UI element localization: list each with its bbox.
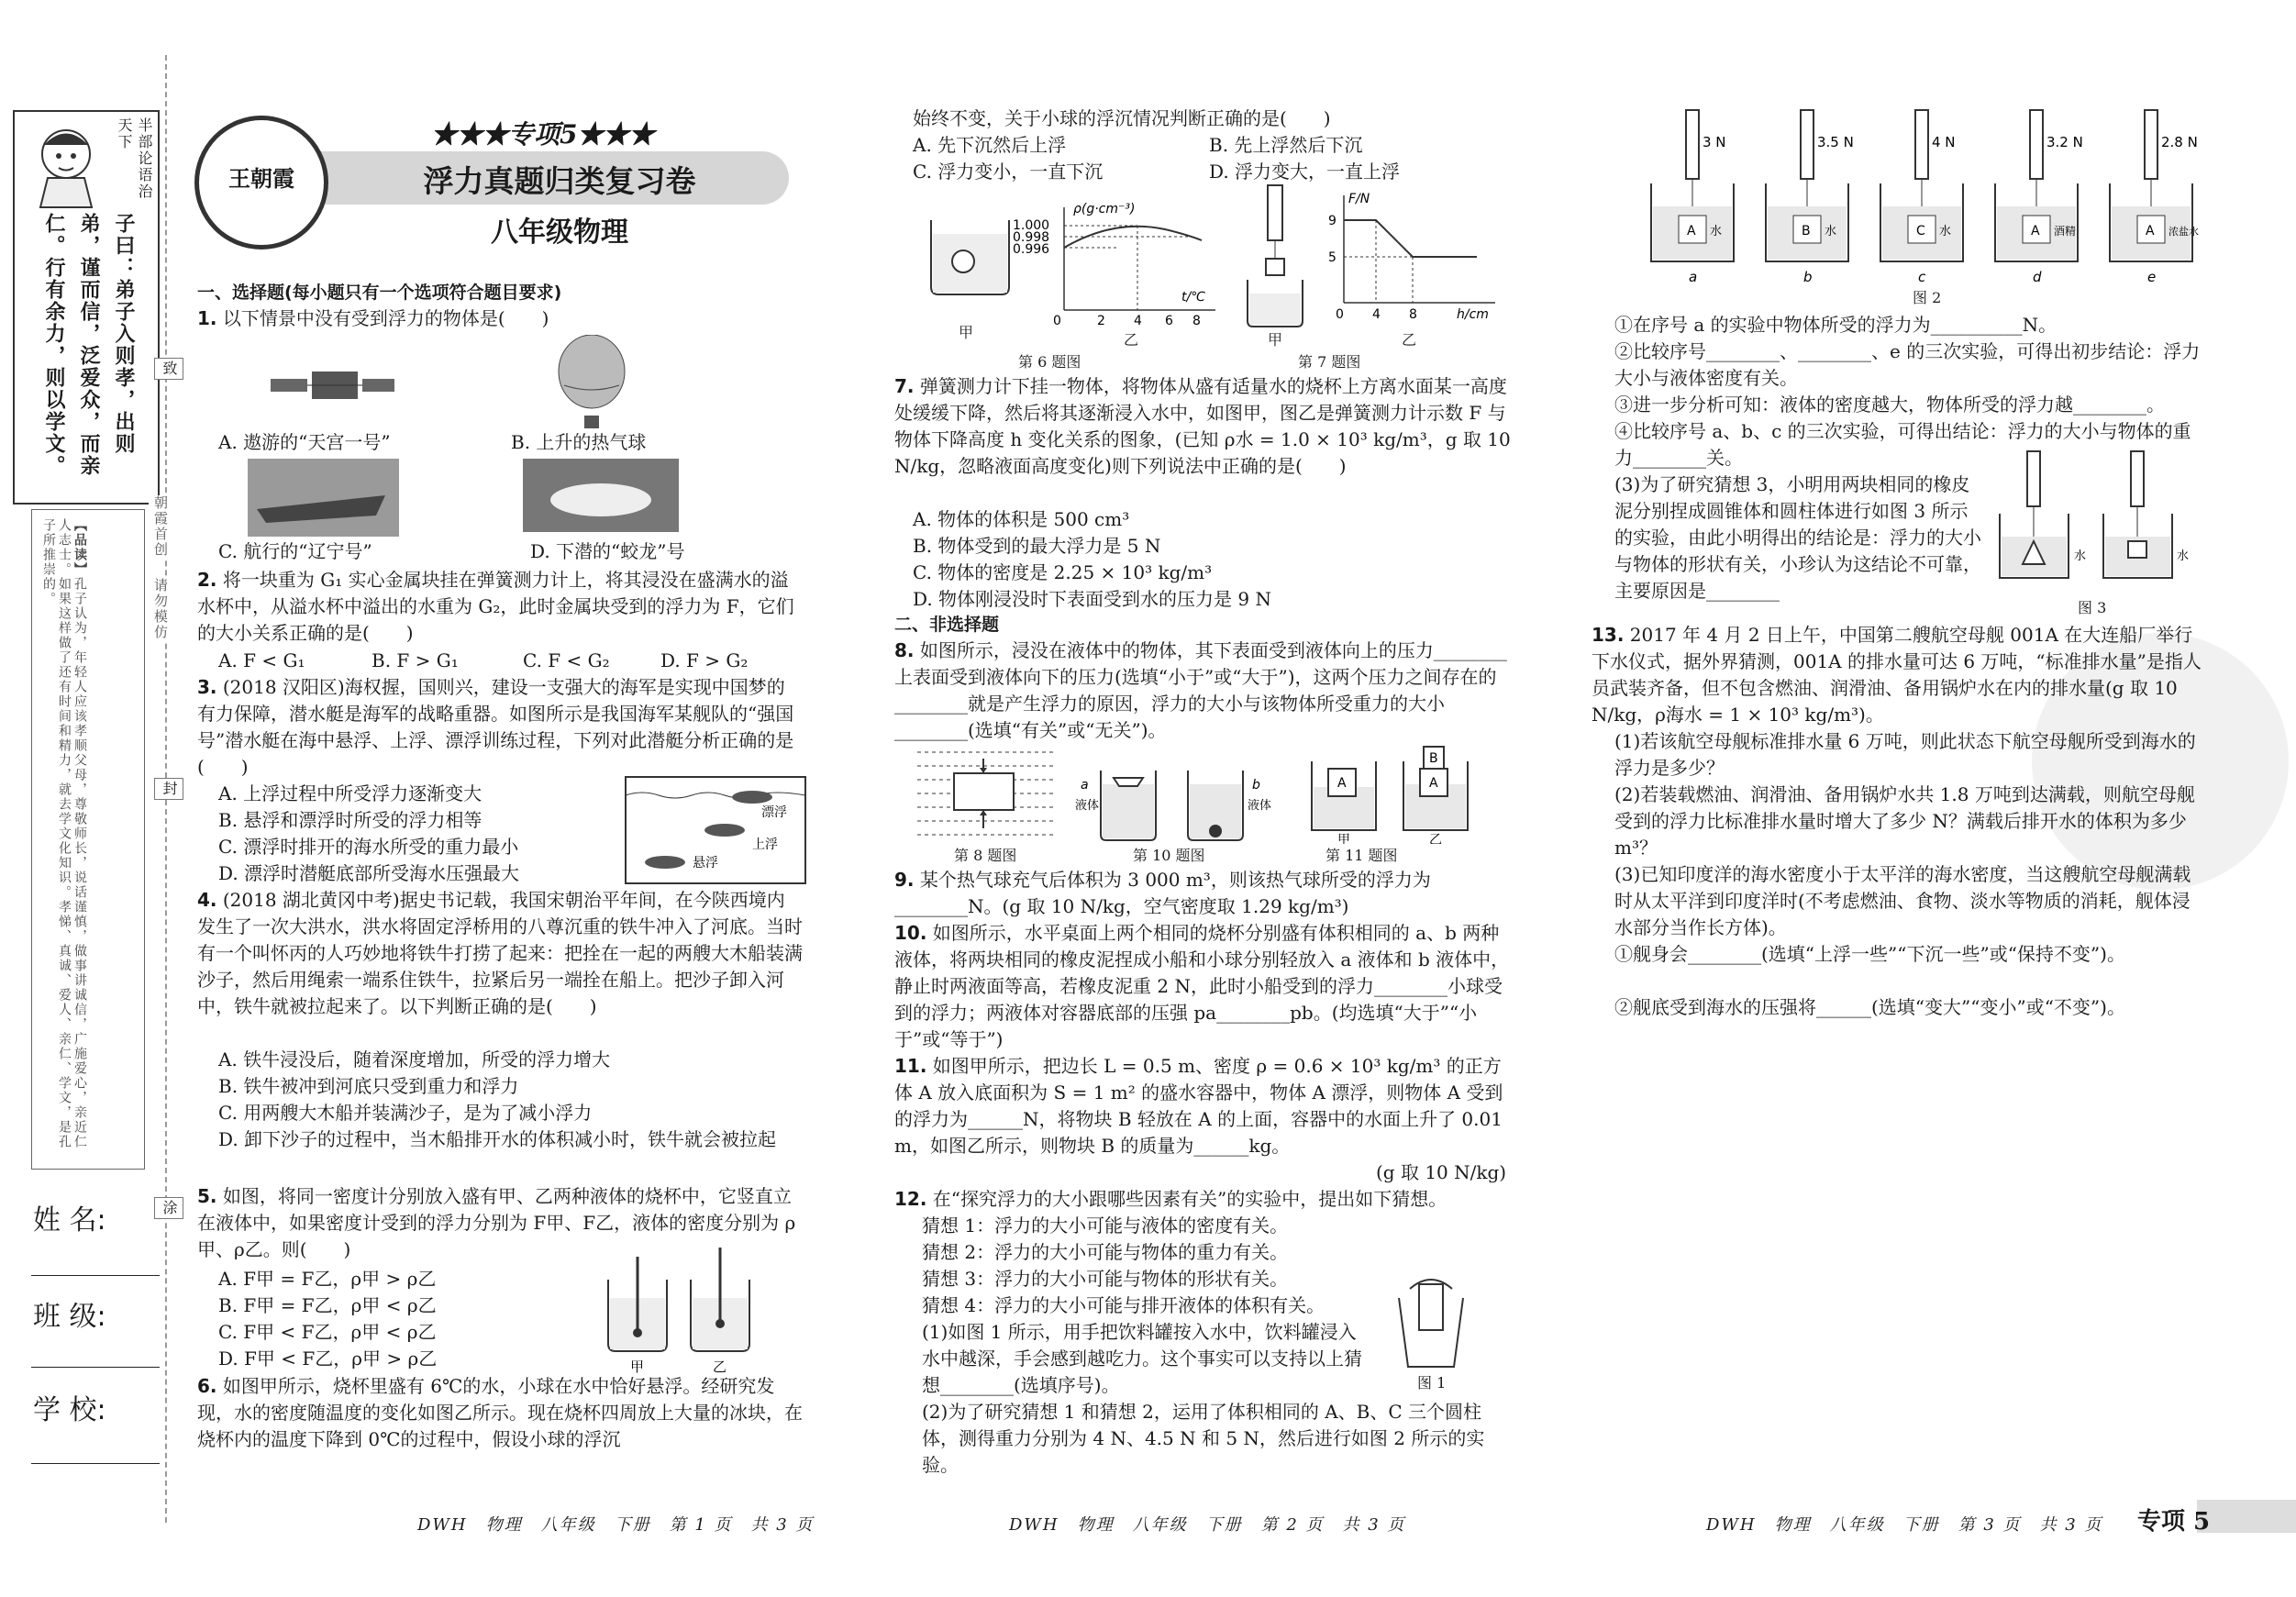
q12-text: 在“探究浮力的大小跟哪些因素有关”的实验中，提出如下猜想。 [932, 1188, 1447, 1210]
q2-option-c[interactable]: C. F < G₂ [523, 649, 610, 671]
fig2-block-a: A [1687, 224, 1696, 238]
q11-text: 如图甲所示，把边长 L = 0.5 m、密度 ρ = 0.6 × 10³ kg/m³ 的正方体 A 放入底面积为 S = 1 m² 的盛水容器中，物体 A 漂浮，则物体 A 受到的浮力为______N，将物块 B 轻放在 A 的上面，容器中的水面上升了 0.01 m，如图乙所示，则物块 B 的质量为______kg。 [894, 1055, 1509, 1157]
question-4: 4. (2018 湖北黄冈中考)据史书记载，我国宋朝治平年间，在今陕西境内发生了一次大洪水，洪水将固定浮桥用的八尊沉重的铁牛冲入了河底。当时有一个叫怀丙的人巧妙地将铁牛打捞了起来：把拴在一起的两艘大木船装满沙子，然后用绳索一端系住铁牛，拉紧后另一端拴在船上。把沙子卸入河中，铁牛就被拉起来了。以下判断正确的是( ) [197, 889, 803, 1017]
mascot-figure [20, 117, 112, 209]
fig2-block-e: A [2146, 224, 2155, 238]
fig2-caption: 图 2 [1913, 289, 1942, 306]
fig6-y-0998: 0.998 [1013, 230, 1050, 245]
q12-guess-3: 猜想 3：浮力的大小可能与物体的形状有关。 [922, 1268, 1289, 1290]
q6-option-a[interactable]: A. 先下沉然后上浮 [913, 134, 1067, 156]
fig6-x-0: 0 [1053, 314, 1061, 328]
fig6-caption: 第 6 题图 [1018, 353, 1081, 371]
class-label: 班 级: [33, 1301, 106, 1333]
question-11: 11. 如图甲所示，把边长 L = 0.5 m、密度 ρ = 0.6 × 10³ kg/m³ 的正方体 A 放入底面积为 S = 1 m² 的盛水容器中，物体 A 漂浮，则物体 A 受到的浮力为______N，将物块 B 轻放在 A 的上面，容器中的水面上升了 0.01 m，如图乙所示，则物块 B 的质量为______kg。 [894, 1055, 1509, 1157]
q6-option-d[interactable]: D. 浮力变大，一直上浮 [1209, 161, 1401, 183]
fig10-b: b [1252, 778, 1260, 793]
q12-fig1-caption: 图 1 [1417, 1374, 1447, 1392]
fig2-reading-e: 2.8 N [2161, 134, 2198, 150]
fig7-jia: 甲 [1268, 331, 1283, 349]
fig10-caption: 第 10 题图 [1133, 847, 1205, 864]
q3-float-label: 漂浮 [761, 805, 787, 820]
q5-text: 如图，将同一密度计分别放入盛有甲、乙两种液体的烧杯中，它竖直立在液体中，如果密度计受到的浮力分别为 F甲、F乙，液体的密度分别为 ρ甲、ρ乙。则( ) [197, 1185, 796, 1260]
school-label: 学 校: [33, 1394, 106, 1426]
q3-suspend-label: 悬浮 [693, 856, 718, 871]
pinyu-label: 【品读】 [72, 518, 87, 577]
fig11-a1: A [1337, 776, 1347, 791]
cut-label-feng: 封 [154, 778, 183, 800]
question-7: 7. 弹簧测力计下挂一物体，将物体从盛有适量水的烧杯上方离水面某一高度处缓缓下降，然后将其逐渐浸入水中，如图甲，图乙是弹簧测力计示数 F 与物体下降高度 h 变化关系的图象，(已知 ρ水 = 1.0 × 10³ kg/m³，g 取 10 N/kg，忽略液面高度变化)则下列说法中正确的是( ) [894, 375, 1517, 477]
fig2-setup-c [1880, 110, 1963, 261]
q3-rise-label: 上浮 [752, 837, 778, 852]
pinyu-text [40, 518, 87, 1160]
q4-option-d[interactable]: D. 卸下沙子的过程中，当木船排开水的体积减小时，铁牛就会被拉起 [218, 1128, 777, 1150]
fig2-liquid-d: 酒精 [2054, 225, 2077, 238]
fig6-ylabel: ρ(g·cm⁻³) [1073, 202, 1136, 216]
balloon-image [550, 335, 633, 431]
question-13: 13. 2017 年 4 月 2 日上午，中国第二艘航空母舰 001A 在大连船厂举行下水仪式，据外界猜测，001A 的排水量可达 6 万吨，“标准排水量”是指人员武装齐备，但不包含燃油、润滑油、备用锅炉水在内的排水量(g 取 10 N/kg，ρ海水 = 1 × 10³ kg/m³)。 [1592, 624, 2202, 726]
q6-option-b[interactable]: B. 先上浮然后下沉 [1209, 134, 1363, 156]
section-choice: 一、选择题(每小题只有一个选项符合题目要求) [197, 283, 562, 303]
fig2-liquid-e: 浓盐水 [2168, 226, 2199, 238]
q12-item-3: ③进一步分析可知：液体的密度越大，物体所受的浮力越________。 [1614, 394, 2165, 416]
q1-option-c[interactable]: C. 航行的“辽宁号” [218, 540, 372, 562]
fig6-jia: 甲 [959, 324, 974, 341]
cut-label-tu: 涂 [154, 1197, 183, 1219]
fig2-seq-e: e [2147, 269, 2157, 285]
fig7-y-5: 5 [1328, 250, 1337, 265]
fig6-beaker [926, 216, 1014, 298]
fig7-x-8: 8 [1409, 307, 1417, 322]
question-2: 2. 将一块重为 G₁ 实心金属块挂在弹簧测力计上，将其浸没在盛满水的溢水杯中，从溢水杯中溢出的水重为 G₂，此时金属块受到的浮力为 F，它们的大小关系正确的是( ) [197, 569, 794, 644]
q13-part-3: (3)已知印度洋的海水密度小于太平洋的海水密度，当这艘航空母舰满载时从太平洋到印度洋时(不考虑燃油、食物、淡水等物质的消耗，舰体浸水部分当作长方体)。 [1614, 863, 2191, 938]
q3-option-d[interactable]: D. 漂浮时潜艇底部所受海水压强最大 [218, 862, 520, 884]
fig2-setup-a [1651, 110, 1734, 261]
fig2-reading-b: 3.5 N [1817, 134, 1854, 150]
fig11-caption: 第 11 题图 [1325, 847, 1398, 864]
fig2-setup-e [2110, 110, 2192, 261]
fig8-pressure-diagram [917, 748, 1055, 839]
q13-part-3b: ②舰底受到海水的压强将______(选填“变大”“变小”或“不变”)。 [1614, 996, 2125, 1018]
pinyu-body: 孔子认为，年轻人应该孝顺父母，尊敬师长，说话谨慎，做事讲诚信，广施爱心，亲近仁人志士。如果这样做了还有时间和精力，就去学文化知识。孝悌、真诚、爱人、亲仁、学文，是孔子所推崇的。 [41, 518, 87, 1149]
fig11-a2: A [1429, 776, 1438, 791]
fig2-liquid-c: 水 [1939, 225, 1952, 238]
q5-fig-jia: 甲 [630, 1359, 645, 1375]
q2-text: 将一块重为 G₁ 实心金属块挂在弹簧测力计上，将其浸没在盛满水的溢水杯中，从溢水杯中溢出的水重为 G₂，此时金属块受到的浮力为 F，它们的大小关系正确的是( ) [197, 569, 794, 644]
q7-option-b[interactable]: B. 物体受到的最大浮力是 5 N [913, 535, 1161, 557]
fig7-ylabel: F/N [1348, 192, 1370, 206]
fig6-x-6: 6 [1165, 314, 1173, 328]
topic-label: ★★★专项5★★★ [431, 119, 655, 150]
q3-option-a[interactable]: A. 上浮过程中所受浮力逐渐变大 [218, 782, 482, 804]
motto-title: 半部论语治天下 [116, 117, 153, 200]
class-field[interactable] [31, 1367, 160, 1368]
q8-text: 如图所示，浸没在液体中的物体，其下表面受到液体向上的压力________上表面受到液体向下的压力(选填“小于”或“大于”)，这两个压力之间存在的________就是产生浮力的原因，浮力的大小与该物体所受重力的大小________(选填“有关”或“无关”)。 [894, 639, 1507, 741]
q2-option-b[interactable]: B. F > G₁ [372, 649, 459, 671]
q7-option-c[interactable]: C. 物体的密度是 2.25 × 10³ kg/m³ [913, 561, 1213, 583]
q7-option-a[interactable]: A. 物体的体积是 500 cm³ [913, 508, 1130, 530]
cut-label-zhi: 致 [154, 358, 183, 380]
fig6-y-1000: 1.000 [1013, 218, 1050, 233]
q9-text: 某个热气球充气后体积为 3 000 m³，则该热气球所受的浮力为________N。(g 取 10 N/kg，空气密度取 1.29 kg/m³) [894, 869, 1431, 917]
fig6-x-2: 2 [1097, 314, 1105, 328]
q13-text: 2017 年 4 月 2 日上午，中国第二艘航空母舰 001A 在大连船厂举行下水仪式，据外界猜测，001A 的排水量可达 6 万吨，“标准排水量”是指人员武装齐备，但不包含燃油、润滑油、备用锅炉水在内的排水量(g 取 10 N/kg，ρ海水 = 1 × 10³ kg/m³)。 [1592, 624, 2202, 726]
brand-logo: 王朝霞 [228, 165, 294, 192]
q1-text: 以下情景中没有受到浮力的物体是( ) [222, 307, 549, 329]
fig6-yi: 乙 [1124, 331, 1139, 349]
question-8: 8. 如图所示，浸没在液体中的物体，其下表面受到液体向上的压力________上表面受到液体向下的压力(选填“小于”或“大于”)，这两个压力之间存在的________就是产生浮力的原因，浮力的大小与该物体所受重力的大小________(选填“有关”或“无关”)。 [894, 639, 1507, 741]
fig2-seq-d: d [2033, 269, 2042, 285]
q6-option-c[interactable]: C. 浮力变小，一直下沉 [913, 161, 1104, 183]
fig11-b: B [1429, 751, 1438, 766]
fig10-a-liquid: 液体 [1075, 799, 1100, 813]
q12-part-2: (2)为了研究猜想 1 和猜想 2，运用了体积相同的 A、B、C 三个圆柱体，测得重力分别为 4 N、4.5 N 和 5 N，然后进行如图 2 所示的实验。 [922, 1401, 1485, 1476]
fig3-caption: 图 3 [2078, 599, 2107, 616]
q4-option-c[interactable]: C. 用两艘大木船并装满沙子，是为了减小浮力 [218, 1102, 593, 1124]
fig2-seq-b: b [1803, 269, 1813, 285]
fig11-jia: 甲 [1337, 833, 1350, 844]
fig10-b-liquid: 液体 [1248, 799, 1272, 813]
jiaolong-image [523, 459, 679, 532]
page-footer-1: DWH 物理 八年级 下册 第 1 页 共 3 页 [417, 1515, 815, 1535]
fig7-caption: 第 7 题图 [1298, 353, 1361, 371]
q6-continued: 始终不变，关于小球的浮沉情况判断正确的是( ) [913, 107, 1331, 129]
fig7-xlabel: h/cm [1457, 307, 1489, 322]
fig2-reading-a: 3 N [1703, 134, 1726, 150]
q13-part-3a: ①舰身会________(选填“上浮一些”“下沉一些”或“保持不变”)。 [1614, 943, 2125, 965]
fig6-x-4: 4 [1134, 314, 1142, 328]
fig6-xlabel: t/℃ [1181, 290, 1205, 305]
fig2-seq-a: a [1689, 269, 1698, 285]
fig2-block-c: C [1916, 224, 1925, 238]
fig7-x-4: 4 [1372, 307, 1381, 322]
fig2-spring-scale-experiments [1642, 105, 2211, 289]
q12-item-4: ④比较序号 a、b、c 的三次实验，可得出结论：浮力的大小与物体的重力________关。 [1614, 420, 2191, 469]
q4-option-a[interactable]: A. 铁牛浸没后，随着深度增加，所受的浮力增大 [218, 1048, 611, 1070]
fig6-x-8: 8 [1192, 314, 1201, 328]
q5-fig-yi: 乙 [713, 1359, 727, 1375]
fig3-shape-experiment [1995, 449, 2206, 596]
q12-part-1: (1)如图 1 所示，用手把饮料罐按入水中，饮料罐浸入水中越深，手会感到越吃力。这个事实可以支持以上猜想________(选填序号)。 [922, 1321, 1362, 1396]
fig7-setup [1243, 183, 1307, 330]
fig2-reading-d: 3.2 N [2046, 134, 2083, 150]
q12-guess-4: 猜想 4：浮力的大小可能与排开液体的体积有关。 [922, 1294, 1325, 1316]
fig6-y-0996: 0.996 [1013, 242, 1050, 257]
q12-guess-1: 猜想 1：浮力的大小可能与液体的密度有关。 [922, 1214, 1289, 1237]
question-1: 1. 以下情景中没有受到浮力的物体是( ) [197, 307, 549, 329]
fig11-containers [1303, 734, 1486, 844]
sidebar-quote: 子曰：弟子入则孝，出则弟，谨而信，泛爱众，而亲仁。行有余力，则以学文。 [42, 213, 136, 477]
q3-option-b[interactable]: B. 悬浮和漂浮时所受的浮力相等 [218, 809, 482, 831]
school-field[interactable] [31, 1463, 160, 1464]
q5-option-a[interactable]: A. F甲 = F乙，ρ甲 > ρ乙 [218, 1268, 437, 1290]
question-10: 10. 如图所示，水平桌面上两个相同的烧杯分别盛有体积相同的 a、b 两种液体，将两块相同的橡皮泥捏成小船和小球分别轻放入 a 液体和 b 液体中，静止时两液面等高，若橡皮泥重 2 N，此时小船受到的浮力________小球受到的浮力；两液体对容器底部的压强 pa________pb。(均选填“大于”“小于”或“等于”) [894, 922, 1510, 1050]
q5-option-d[interactable]: D. F甲 < F乙，ρ甲 > ρ乙 [218, 1347, 438, 1370]
q7-text: 弹簧测力计下挂一物体，将物体从盛有适量水的烧杯上方离水面某一高度处缓缓下降，然后将其逐渐浸入水中，如图甲，图乙是弹簧测力计示数 F 与物体下降高度 h 变化关系的图象，(已知 ρ水 = 1.0 × 10³ kg/m³，g 取 10 N/kg，忽略液面高度变化)则下列说法中正确的是( ) [894, 375, 1517, 477]
fig2-block-b: B [1802, 224, 1811, 238]
page-title: 浮力真题归类复习卷 [423, 163, 696, 199]
fig7-x-0: 0 [1336, 307, 1344, 322]
fig8-caption: 第 8 题图 [954, 847, 1017, 864]
page-footer-2: DWH 物理 八年级 下册 第 2 页 共 3 页 [1009, 1515, 1406, 1535]
question-9: 9. 某个热气球充气后体积为 3 000 m³，则该热气球所受的浮力为________N。(g 取 10 N/kg，空气密度取 1.29 kg/m³) [894, 869, 1431, 917]
question-3: 3. (2018 汉阳区)海权握，国则兴，建设一支强大的海军是实现中国梦的有力保障，潜水艇是海军的战略重器。如图所示是我国海军某舰队的“强国号”潜水艇在海中悬浮、上浮、漂浮训练过程，下列对此潜艇分析正确的是( ) [197, 676, 794, 778]
fig7-y-9: 9 [1328, 214, 1337, 228]
q1-option-b[interactable]: B. 上升的热气球 [511, 431, 647, 453]
fig2-setup-b [1766, 110, 1848, 261]
q12-fig1-can [1390, 1270, 1472, 1371]
q12-item-1: ①在序号 a 的实验中物体所受的浮力为__________N。 [1614, 314, 2058, 336]
corner-band [2197, 1500, 2296, 1533]
fig10-beakers [1073, 761, 1284, 844]
q13-part-2: (2)若装载燃油、润滑油、备用锅炉水共 1.8 万吨到达满载，则航空母舰受到的浮力比标准排水量时增大了多少 N？满载后排开水的体积为多少 m³？ [1614, 783, 2195, 859]
q6-text: 如图甲所示，烧杯里盛有 6℃的水，小球在水中恰好悬浮。经研究发现，水的密度随温度的变化如图乙所示。现在烧杯四周放上大量的冰块，在烧杯内的温度下降到 0℃的过程中，假设小球的浮沉 [197, 1375, 803, 1450]
q3-text: (2018 汉阳区)海权握，国则兴，建设一支强大的海军是实现中国梦的有力保障，潜水艇是海军的战略重器。如图所示是我国海军某舰队的“强国号”潜水艇在海中悬浮、上浮、漂浮训练过程，下列对此潜艇分析正确的是( ) [197, 676, 794, 778]
q4-option-b[interactable]: B. 铁牛被冲到河底只受到重力和浮力 [218, 1075, 519, 1097]
q4-text: (2018 湖北黄冈中考)据史书记载，我国宋朝治平年间，在今陕西境内发生了一次大洪水，洪水将固定浮桥用的八尊沉重的铁牛冲入了河底。当时有一个叫怀丙的人巧妙地将铁牛打捞了起来：把拴在一起的两艘大木船装满沙子，然后用绳索一端系住铁牛，拉紧后另一端拴在船上。把沙子卸入河中，铁牛就被拉起来了。以下判断正确的是( ) [197, 889, 803, 1017]
fig2-setup-d [1995, 110, 2078, 261]
page-footer-3: DWH 物理 八年级 下册 第 3 页 共 3 页 [1706, 1515, 2103, 1535]
question-6: 6. 如图甲所示，烧杯里盛有 6℃的水，小球在水中恰好悬浮。经研究发现，水的密度随温度的变化如图乙所示。现在烧杯四周放上大量的冰块，在烧杯内的温度下降到 0℃的过程中，假设小球的浮沉 [197, 1375, 803, 1450]
tiangong-image [261, 353, 399, 417]
q13-part-1: (1)若该航空母舰标准排水量 6 万吨，则此状态下航空母舰所受到海水的浮力是多少？ [1614, 730, 2196, 779]
fig7-yi: 乙 [1402, 331, 1417, 349]
question-5: 5. 如图，将同一密度计分别放入盛有甲、乙两种液体的烧杯中，它竖直立在液体中，如果密度计受到的浮力分别为 F甲、F乙，液体的密度分别为 ρ甲、ρ乙。则( ) [197, 1185, 796, 1260]
q3-option-c[interactable]: C. 漂浮时排开的海水所受的重力最小 [218, 836, 519, 858]
fig2-liquid-b: 水 [1825, 225, 1837, 238]
section-nonchoice: 二、非选择题 [894, 615, 1000, 635]
q5-option-c[interactable]: C. F甲 < F乙，ρ甲 < ρ乙 [218, 1321, 437, 1343]
q11-g-note: (g 取 10 N/kg) [1376, 1161, 1507, 1183]
q12-guess-2: 猜想 2：浮力的大小可能与物体的重力有关。 [922, 1241, 1289, 1263]
fig11-yi: 乙 [1429, 833, 1442, 844]
corner-tag: 专项 5 [2137, 1508, 2211, 1536]
brand-notice: 朝霞首创 [149, 495, 172, 558]
fig7-force-chart [1321, 188, 1504, 326]
q10-text: 如图所示，水平桌面上两个相同的烧杯分别盛有体积相同的 a、b 两种液体，将两块相同的橡皮泥捏成小船和小球分别轻放入 a 液体和 b 液体中，静止时两液面等高，若橡皮泥重 2 N，此时小船受到的浮力________小球受到的浮力；两液体对容器底部的压强 pa________pb。(均选填“大于”“小于”或“等于”) [894, 922, 1510, 1050]
fig2-reading-c: 4 N [1932, 134, 1956, 150]
submarine-figure [624, 775, 807, 885]
q2-option-d[interactable]: D. F > G₂ [660, 649, 749, 671]
fig6-density-chart [1009, 200, 1220, 328]
liaoning-image [248, 459, 399, 537]
q1-option-a[interactable]: A. 遨游的“天宫一号” [218, 431, 391, 453]
q12-part-3: (3)为了研究猜想 3，小明用两块相同的橡皮泥分别捏成圆锥体和圆柱体进行如图 3 所示的实验，由此小明得出的结论是：浮力的大小与物体的形状有关，小珍认为这结论不可靠，主要原因是________ [1614, 473, 1981, 602]
subject-title: 八年级物理 [491, 216, 628, 249]
q2-option-a[interactable]: A. F < G₁ [218, 649, 305, 671]
name-label: 姓 名: [33, 1204, 106, 1237]
name-field[interactable] [31, 1275, 160, 1276]
hydrometer-figure [601, 1243, 766, 1376]
copy-notice: 请勿模仿 [149, 578, 172, 640]
fig2-liquid-a: 水 [1710, 225, 1723, 238]
q7-option-d[interactable]: D. 物体刚浸没时下表面受到水的压力是 9 N [913, 588, 1271, 610]
question-12: 12. 在“探究浮力的大小跟哪些因素有关”的实验中，提出如下猜想。 [894, 1188, 1447, 1210]
fig10-a: a [1081, 778, 1089, 793]
fig3-water-1: 水 [2074, 549, 2087, 563]
q1-option-d[interactable]: D. 下潜的“蛟龙”号 [530, 540, 685, 562]
q12-item-2: ②比较序号________、________、e 的三次实验，可得出初步结论：浮力大小与液体密度有关。 [1614, 340, 2201, 389]
fig3-water-2: 水 [2177, 549, 2190, 563]
fig2-seq-c: c [1918, 269, 1926, 285]
fig2-block-d: A [2031, 224, 2040, 238]
q5-option-b[interactable]: B. F甲 = F乙，ρ甲 < ρ乙 [218, 1294, 437, 1316]
